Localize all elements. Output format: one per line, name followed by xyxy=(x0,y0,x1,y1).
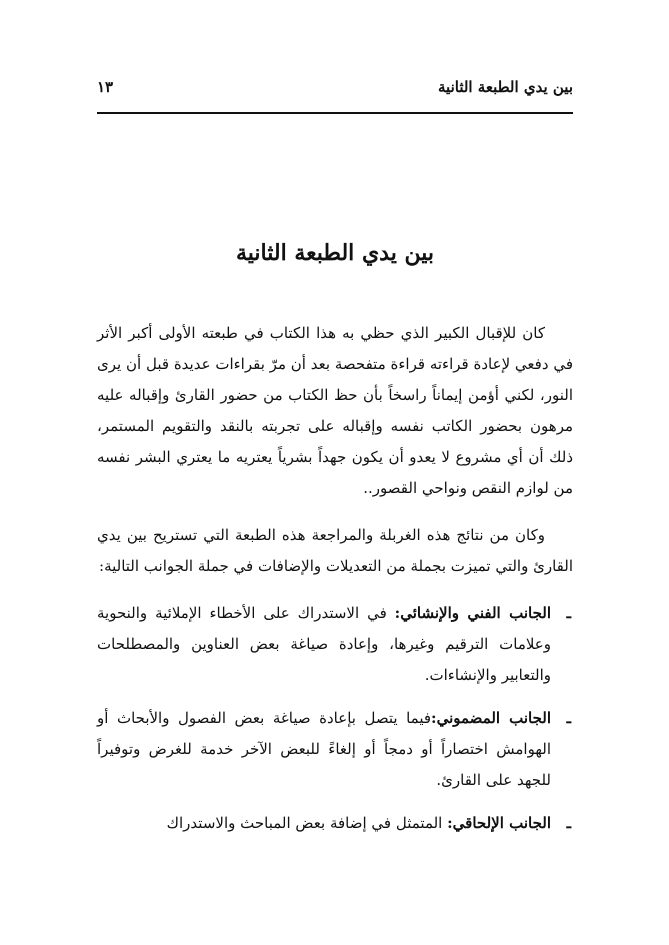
aspects-list xyxy=(97,598,573,839)
list-item-text: فيما يتصل بإعادة صياغة بعض الفصول والأبحاث أو الهوامش اختصاراً أو دمجاً أو إلغاءً للبعض الآخر خدمة للغرض وتوفيراً للجهد على القارئ. xyxy=(97,709,551,789)
running-title: بين يدي الطبعة الثانية xyxy=(438,78,573,96)
list-item-heading: الجانب الفني والإنشائي: xyxy=(394,604,551,622)
list-item-text: في الاستدراك على الأخطاء الإملائية والنحوية وعلامات الترقيم وغيرها، وإعادة صياغة بعض العناوين والمصطلحات والتعابير والإنشاءات. xyxy=(97,604,551,684)
list-item-heading: الجانب المضموني: xyxy=(431,709,551,727)
list-item-text: المتمثل في إضافة بعض المباحث والاستدراك xyxy=(166,814,448,832)
list-item xyxy=(97,598,573,691)
paragraph-1: كان للإقبال الكبير الذي حظي به هذا الكتاب في طبعته الأولى أكبر الأثر في دفعي لإعادة قراءته قراءة متفحصة بعد أن مرّ بقراءات عديدة قبل أن يرى النور، لكني أؤمن إيماناً راسخاً بأن حظ الكتاب من حضور القارئ وإقباله عليه مرهون بحضور الكاتب نفسه وإقباله على تجربته بالنقد والتقويم المستمر، ذلك أن أي مشروع لا يعدو أن يكون جهداً بشرياً يعتريه ما يعتري البشر نفسه من لوازم النقص ونواحي القصور.. xyxy=(97,324,573,497)
dash-bullet: ـ xyxy=(566,814,571,832)
running-header xyxy=(97,72,573,102)
list-item xyxy=(97,703,573,796)
page-number: ١٣ xyxy=(97,78,114,96)
header-rule xyxy=(97,112,573,114)
list-item-heading: الجانب الإلحاقي: xyxy=(447,814,551,832)
paragraph-2: وكان من نتائج هذه الغربلة والمراجعة هذه الطبعة التي تستريح بين يدي القارئ والتي تميزت بجملة من التعديلات والإضافات في جملة الجوانب التالية: xyxy=(97,526,573,575)
list-item xyxy=(97,808,573,839)
dash-bullet: ـ xyxy=(566,604,571,622)
body-text xyxy=(97,318,573,851)
chapter-title: بين يدي الطبعة الثانية xyxy=(236,240,434,266)
dash-bullet: ـ xyxy=(566,709,571,727)
